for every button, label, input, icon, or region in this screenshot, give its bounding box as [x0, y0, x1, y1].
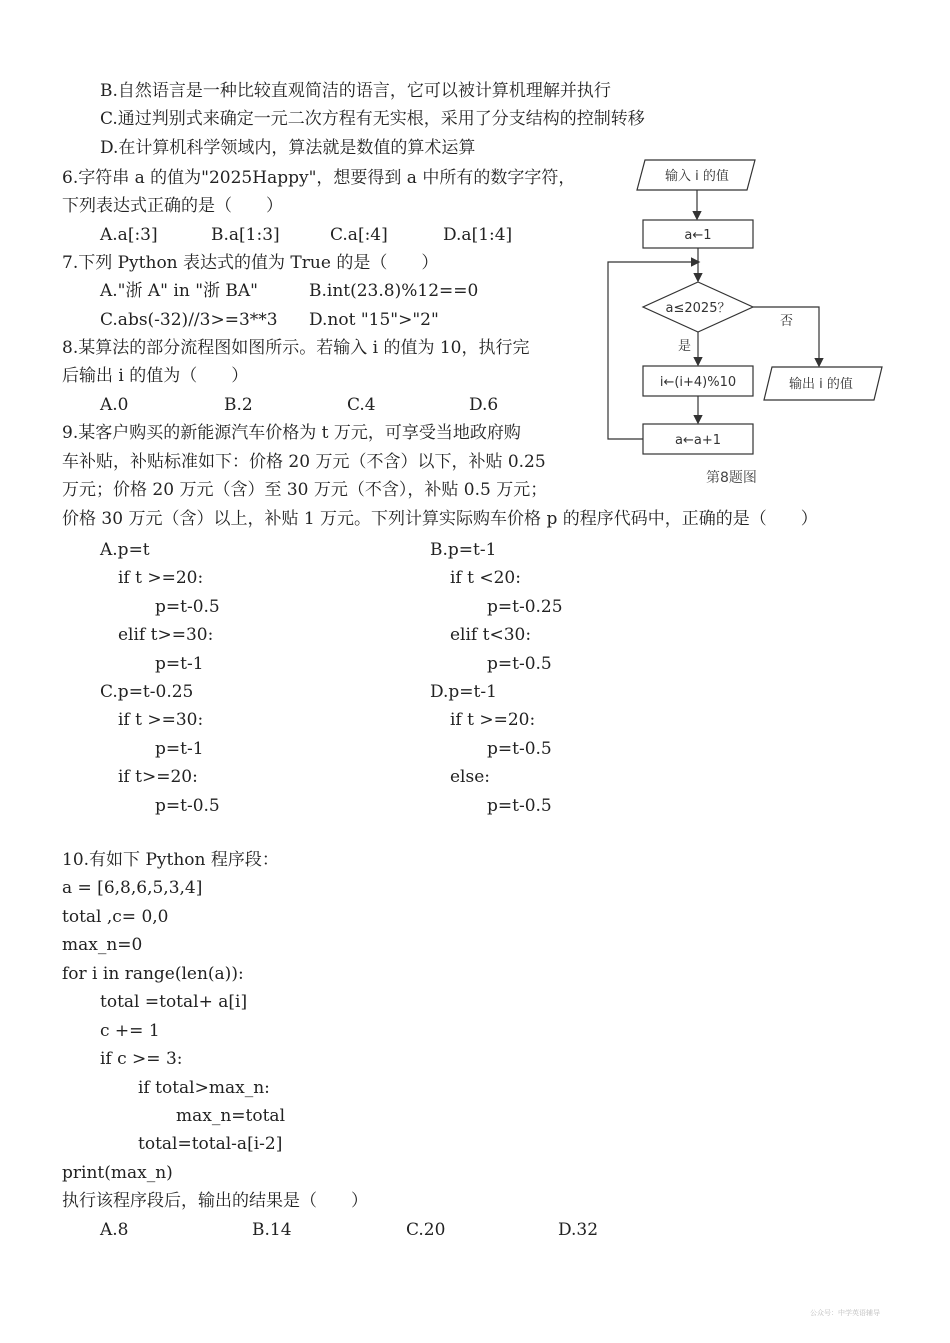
q9-b-line: B.p=t-1 — [430, 540, 497, 560]
q9-a-line: A.p=t — [100, 540, 150, 560]
q6-stem-line1: 6.字符串 a 的值为"2025Happy"，想要得到 a 中所有的数字字符， — [62, 168, 576, 188]
q9-b-line: p=t-0.5 — [487, 654, 552, 674]
q10-code-line: total=total-a[i-2] — [138, 1134, 283, 1154]
q5-option-b: B.自然语言是一种比较直观简洁的语言，它可以被计算机理解并执行 — [100, 81, 611, 101]
q10-code-line: total =total+ a[i] — [100, 992, 248, 1012]
q10-code-line: a = [6,8,6,5,3,4] — [62, 878, 203, 898]
q9-c-line: p=t-0.5 — [155, 796, 220, 816]
q5-option-c: C.通过判别式来确定一元二次方程有无实根，采用了分支结构的控制转移 — [100, 109, 645, 129]
q10-code-line: total ,c= 0,0 — [62, 907, 169, 927]
q6-option-b: B.a[1:3] — [211, 225, 280, 245]
q8-stem-line2: 后输出 i 的值为（ ） — [62, 366, 249, 386]
q9-d-line: p=t-0.5 — [487, 796, 552, 816]
q10-question: 执行该程序段后，输出的结果是（ ） — [62, 1191, 368, 1211]
q8-option-c: C.4 — [347, 395, 376, 415]
q6-option-d: D.a[1:4] — [443, 225, 513, 245]
q9-c-line: if t >=30: — [118, 710, 204, 730]
q9-c-line: if t>=20: — [118, 767, 198, 787]
q10-code-line: c += 1 — [100, 1021, 160, 1041]
q6-option-a: A.a[:3] — [100, 225, 158, 245]
q9-a-line: p=t-1 — [155, 654, 204, 674]
footer-watermark: 公众号：中学英语辅导 — [810, 1309, 880, 1317]
q10-option-a: A.8 — [100, 1220, 129, 1240]
q10-code-line: max_n=total — [176, 1106, 286, 1126]
q10-code-line: for i in range(len(a)): — [62, 964, 244, 984]
q10-code-line: max_n=0 — [62, 935, 143, 955]
q7-option-b: B.int(23.8)%12==0 — [309, 281, 479, 301]
q7-option-c: C.abs(-32)//3>=3**3 — [100, 310, 278, 330]
q9-b-line: elif t<30: — [450, 625, 532, 645]
q9-d-line: else: — [450, 767, 491, 787]
q8-option-b: B.2 — [224, 395, 253, 415]
flowchart-no-label: 否 — [780, 314, 794, 329]
q9-d-line: if t >=20: — [450, 710, 536, 730]
q9-a-line: p=t-0.5 — [155, 597, 220, 617]
flowchart-output-text: 输出 i 的值 — [789, 377, 853, 392]
flowchart-condition-text: a≤2025？ — [665, 301, 731, 316]
q9-stem-line3: 万元；价格 20 万元（含）至 30 万元（不含），补贴 0.5 万元； — [62, 480, 548, 500]
q9-stem-line4: 价格 30 万元（含）以上，补贴 1 万元。下列计算实际购车价格 p 的程序代码中，正确的是（ ） — [62, 509, 818, 529]
q8-stem-line1: 8.某算法的部分流程图如图所示。若输入 i 的值为 10，执行完 — [62, 338, 530, 358]
q10-option-d: D.32 — [558, 1220, 599, 1240]
q9-b-line: if t <20: — [450, 568, 521, 588]
q9-c-line: p=t-1 — [155, 739, 204, 759]
q8-option-a: A.0 — [100, 395, 129, 415]
q9-c-line: C.p=t-0.25 — [100, 682, 194, 702]
flowchart-caption: 第8题图 — [706, 470, 757, 486]
q9-a-line: if t >=20: — [118, 568, 204, 588]
q7-option-d: D.not "15">"2" — [309, 310, 439, 330]
flowchart-update-text: i←(i+4)%10 — [659, 375, 737, 390]
q9-a-line: elif t>=30: — [118, 625, 214, 645]
q5-option-d: D.在计算机科学领域内，算法就是数值的算术运算 — [100, 138, 476, 158]
q9-stem-line1: 9.某客户购买的新能源汽车价格为 t 万元，可享受当地政府购 — [62, 423, 521, 443]
q7-stem: 7.下列 Python 表达式的值为 True 的是（ ） — [62, 253, 439, 273]
q9-stem-line2: 车补贴，补贴标准如下：价格 20 万元（不含）以下，补贴 0.25 — [62, 452, 546, 472]
q10-code-line: print(max_n) — [62, 1163, 173, 1183]
flowchart-diagram — [600, 150, 900, 470]
q9-d-line: p=t-0.5 — [487, 739, 552, 759]
flowchart-yes-label: 是 — [678, 339, 692, 354]
q6-option-c: C.a[:4] — [330, 225, 388, 245]
q10-option-b: B.14 — [252, 1220, 292, 1240]
flowchart-init-text: a←1 — [684, 228, 712, 243]
flowchart-increment-text: a←a+1 — [675, 433, 721, 448]
q9-d-line: D.p=t-1 — [430, 682, 497, 702]
flowchart-input-text: 输入 i 的值 — [665, 169, 729, 184]
q10-code-line: if c >= 3: — [100, 1049, 183, 1069]
q10-code-line: if total>max_n: — [138, 1078, 270, 1098]
q7-option-a: A."浙 A" in "浙 BA" — [100, 281, 259, 301]
q10-option-c: C.20 — [406, 1220, 446, 1240]
q10-intro: 10.有如下 Python 程序段： — [62, 850, 279, 870]
q8-option-d: D.6 — [469, 395, 499, 415]
q9-b-line: p=t-0.25 — [487, 597, 563, 617]
q6-stem-line2: 下列表达式正确的是（ ） — [62, 196, 283, 216]
